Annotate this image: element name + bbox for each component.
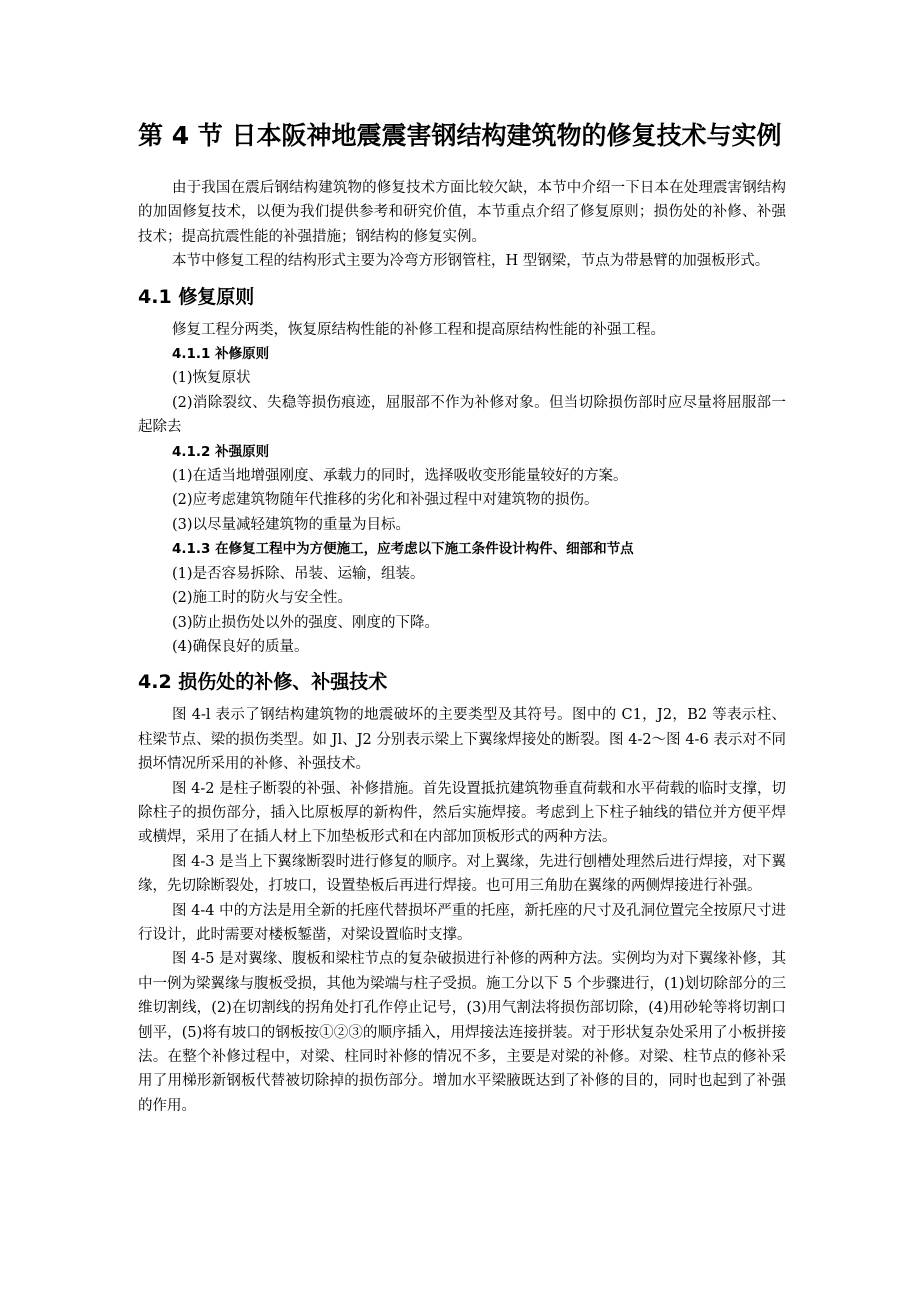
section-4-1-1-heading: 4.1.1 补修原则 (172, 346, 270, 363)
list-item: (2)应考虑建筑物随年代推移的劣化和补强过程中对建筑物的损伤。 (172, 492, 599, 509)
body-paragraph: 图 4-3 是当上下翼缘断裂时进行修复的顺序。对上翼缘，先进行刨槽处理然后进行焊接，对下翼缘，先切除断裂处，打坡口，设置垫板后再进行焊接。也可用三角肋在翼缘的两侧焊接进行补强。 (138, 853, 786, 895)
section-4-1-2-heading: 4.1.2 补强原则 (172, 443, 270, 460)
body-paragraph: 图 4-2 是柱子断裂的补强、补修措施。首先设置抵抗建筑物垂直荷载和水平荷载的临时支撑，切除柱子的损伤部分，插入比原板厚的新构件，然后实施焊接。考虑到上下柱子轴线的错位并方便平焊或横焊，采用了在插人材上下加垫板形式和在内部加顶板形式的两种方法。 (138, 780, 786, 846)
section-4-1-intro: 修复工程分两类，恢复原结构性能的补修工程和提高原结构性能的补强工程。 (172, 321, 665, 338)
page-title: 第 4 节 日本阪神地震震害钢结构建筑物的修复技术与实例 (138, 121, 782, 150)
list-item: (1)是否容易拆除、吊装、运输，组装。 (172, 565, 425, 582)
body-paragraph: 图 4-l 表示了钢结构建筑物的地震破坏的主要类型及其符号。图中的 C1，J2，B2 等表示柱、柱梁节点、梁的损伤类型。如 Jl、J2 分别表示梁上下翼缘焊接处的断裂。图 4-2～图 4-6 表示对不同损坏情况所采用的补修、补强技术。 (138, 707, 786, 773)
list-item: (4)确保良好的质量。 (172, 638, 309, 655)
intro-paragraph-1: 由于我国在震后钢结构建筑物的修复技术方面比较欠缺，本节中介绍一下日本在处理震害钢结构的加固修复技术，以便为我们提供参考和研究价值，本节重点介绍了修复原则；损伤处的补修、补强技术；提高抗震性能的补强措施；钢结构的修复实例。 (138, 180, 786, 245)
list-item: (1)恢复原状 (172, 370, 251, 387)
document-page (138, 118, 786, 1118)
body-paragraph: 图 4-5 是对翼缘、腹板和梁柱节点的复杂破损进行补修的两种方法。实例均为对下翼缘补修，其中一例为梁翼缘与腹板受损，其他为梁端与柱子受损。施工分以下 5 个步骤进行，(1)划切除部分的三维切割线，(2)在切割线的拐角处打孔作停止记号，(3)用气割法将损伤部切除，(4)用砂轮等将切割口刨平，(5)将有坡口的钢板按①②③的顺序插入，用焊接法连接拼装。对于形状复杂处采用了小板拼接法。在整个补修过程中，对梁、柱同时补修的情况不多，主要是对梁的补修。对梁、柱节点的修补采用了用梯形新钢板代替被切除掉的损伤部分。增加水平梁腋既达到了补修的目的，同时也起到了补强的作用。 (138, 951, 786, 1114)
list-item: (1)在适当地增强刚度、承载力的同时，选择吸收变形能量较好的方案。 (172, 468, 628, 485)
list-item: (3)以尽量减轻建筑物的重量为目标。 (172, 516, 411, 533)
body-paragraph: 图 4-4 中的方法是用全新的托座代替损坏严重的托座，新托座的尺寸及孔洞位置完全按原尺寸进行设计，此时需要对楼板錾凿，对梁设置临时支撑。 (138, 902, 786, 943)
list-item: (3)防止损伤处以外的强度、刚度的下降。 (172, 614, 440, 631)
list-item: (2)消除裂纹、失稳等损伤痕迹，屈服部不作为补修对象。但当切除损伤部时应尽量将屈服部一起除去 (138, 394, 786, 436)
intro-paragraph-2: 本节中修复工程的结构形式主要为冷弯方形钢管柱，H 型钢梁，节点为带悬臂的加强板形式。 (172, 253, 770, 270)
list-item: (2)施工时的防火与安全性。 (172, 590, 353, 607)
section-4-1-heading: 4.1 修复原则 (138, 285, 255, 308)
section-4-1-3-heading: 4.1.3 在修复工程中为方便施工，应考虑以下施工条件设计构件、细部和节点 (172, 541, 634, 558)
section-4-2-heading: 4.2 损伤处的补修、补强技术 (138, 671, 388, 694)
